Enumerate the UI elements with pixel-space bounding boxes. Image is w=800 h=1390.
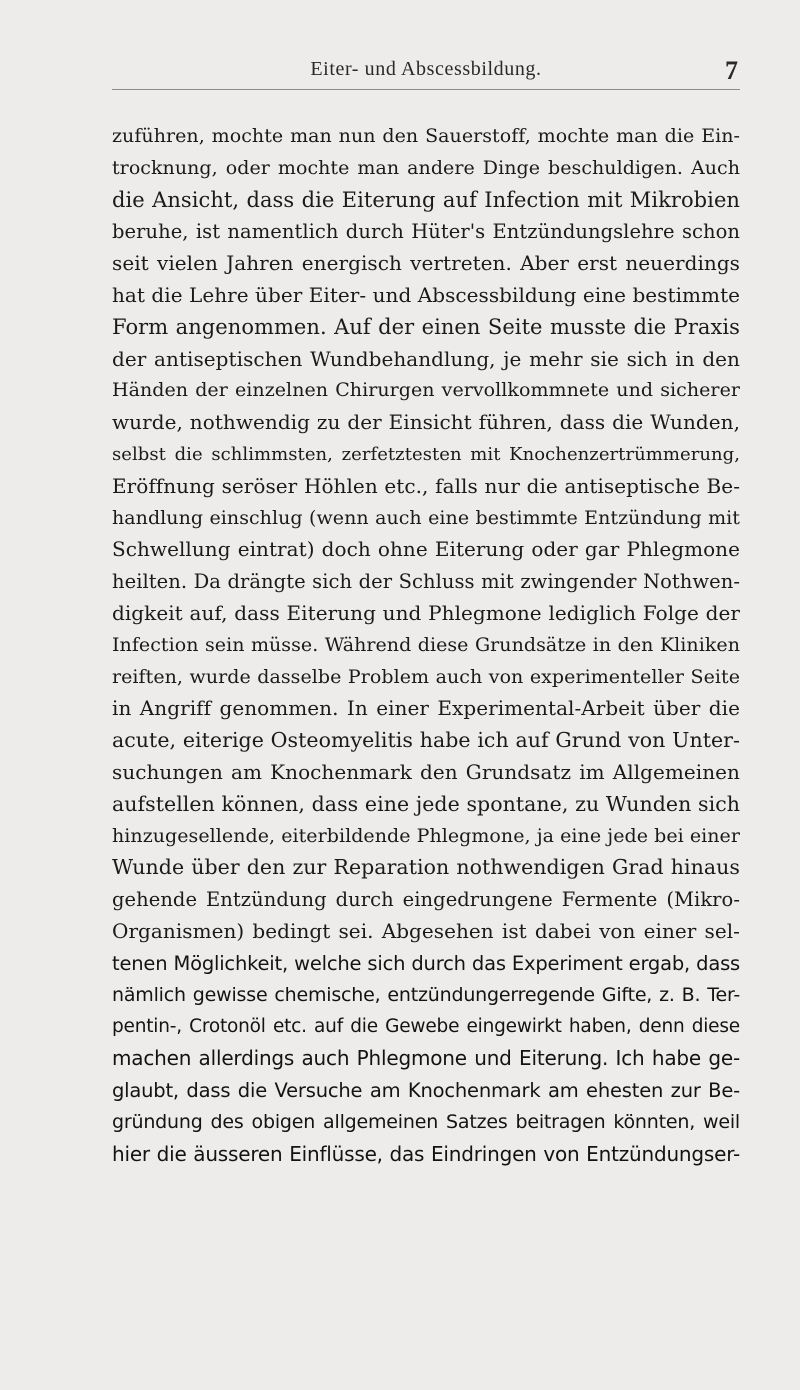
header-rule — [112, 89, 740, 90]
text-line: Händen der einzelnen Chirurgen vervollkommnete und sicherer — [112, 379, 740, 402]
text-line: digkeit auf, dass Eiterung und Phlegmone lediglich Folge der — [112, 600, 740, 625]
text-line: Form angenommen. Auf der einen Seite musste die Praxis — [112, 314, 740, 339]
text-line: hinzugesellende, eiterbildende Phlegmone, ja eine jede bei einer — [112, 824, 740, 847]
text-line: Organismen) bedingt sei. Abgesehen ist dabei von einer sel- — [112, 918, 740, 943]
text-line: zuführen, mochte man nun den Sauerstoff, mochte man die Ein- — [112, 125, 740, 147]
text-line: tenen Möglichkeit, welche sich durch das Experiment ergab, dass — [112, 951, 740, 975]
text-line: acute, eiterige Osteomyelitis habe ich auf Grund von Unter- — [112, 728, 740, 753]
text-line: handlung einschlug (wenn auch eine bestimmte Entzündung mit — [112, 506, 740, 529]
text-line: reiften, wurde dasselbe Problem auch von experimenteller Seite — [112, 665, 740, 688]
body-text — [112, 121, 740, 1170]
text-line: pentin-, Crotonöl etc. auf die Gewebe eingewirkt haben, denn diese — [112, 1016, 740, 1038]
text-line: suchungen am Knochenmark den Grundsatz im Allgemeinen — [112, 759, 740, 784]
text-line: Eröffnung seröser Höhlen etc., falls nur die antiseptische Be- — [112, 473, 740, 498]
running-head — [112, 56, 740, 86]
text-line: heilten. Da drängte sich der Schluss mit zwingender Nothwen- — [112, 570, 740, 594]
text-line: nämlich gewisse chemische, entzündungerregende Gifte, z. B. Ter- — [112, 983, 740, 1006]
text-line: seit vielen Jahren energisch vertreten. Aber erst neuerdings — [112, 251, 740, 276]
text-line: wurde, nothwendig zu der Einsicht führen, dass die Wunden, — [112, 410, 740, 435]
text-line: Schwellung eintrat) doch ohne Eiterung oder gar Phlegmone — [112, 537, 740, 562]
text-line: machen allerdings auch Phlegmone und Eiterung. Ich habe ge- — [112, 1046, 740, 1071]
text-line: beruhe, ist namentlich durch Hüter's Entzündungslehre schon — [112, 220, 740, 244]
text-line: selbst die schlimmsten, zerfetztesten mit Knochenzertrümmerung, — [112, 443, 740, 465]
running-title: Eiter- und Abscessbildung. — [310, 58, 542, 80]
text-line: gründung des obigen allgemeinen Satzes beitragen könnten, weil — [112, 1110, 740, 1133]
text-line: die Ansicht, dass die Eiterung auf Infection mit Mikrobien — [112, 187, 740, 212]
text-line: hat die Lehre über Eiter- und Abscessbildung eine bestimmte — [112, 282, 740, 307]
text-line: trocknung, oder mochte man andere Dinge beschuldigen. Auch — [112, 156, 740, 179]
page-number: 7 — [725, 56, 738, 85]
text-line: der antiseptischen Wundbehandlung, je mehr sie sich in den — [112, 346, 740, 371]
text-line: glaubt, dass die Versuche am Knochenmark am ehesten zur Be- — [112, 1078, 740, 1102]
text-line: in Angriff genommen. In einer Experimental-Arbeit über die — [112, 696, 740, 721]
text-line: hier die äusseren Einflüsse, das Eindringen von Entzündungser- — [112, 1141, 740, 1166]
text-line: gehende Entzündung durch eingedrungene Fermente (Mikro- — [112, 888, 740, 912]
text-line: aufstellen können, dass eine jede spontane, zu Wunden sich — [112, 791, 740, 816]
text-line: Wunde über den zur Reparation nothwendigen Grad hinaus — [112, 855, 740, 880]
text-line: Infection sein müsse. Während diese Grundsätze in den Kliniken — [112, 633, 740, 656]
